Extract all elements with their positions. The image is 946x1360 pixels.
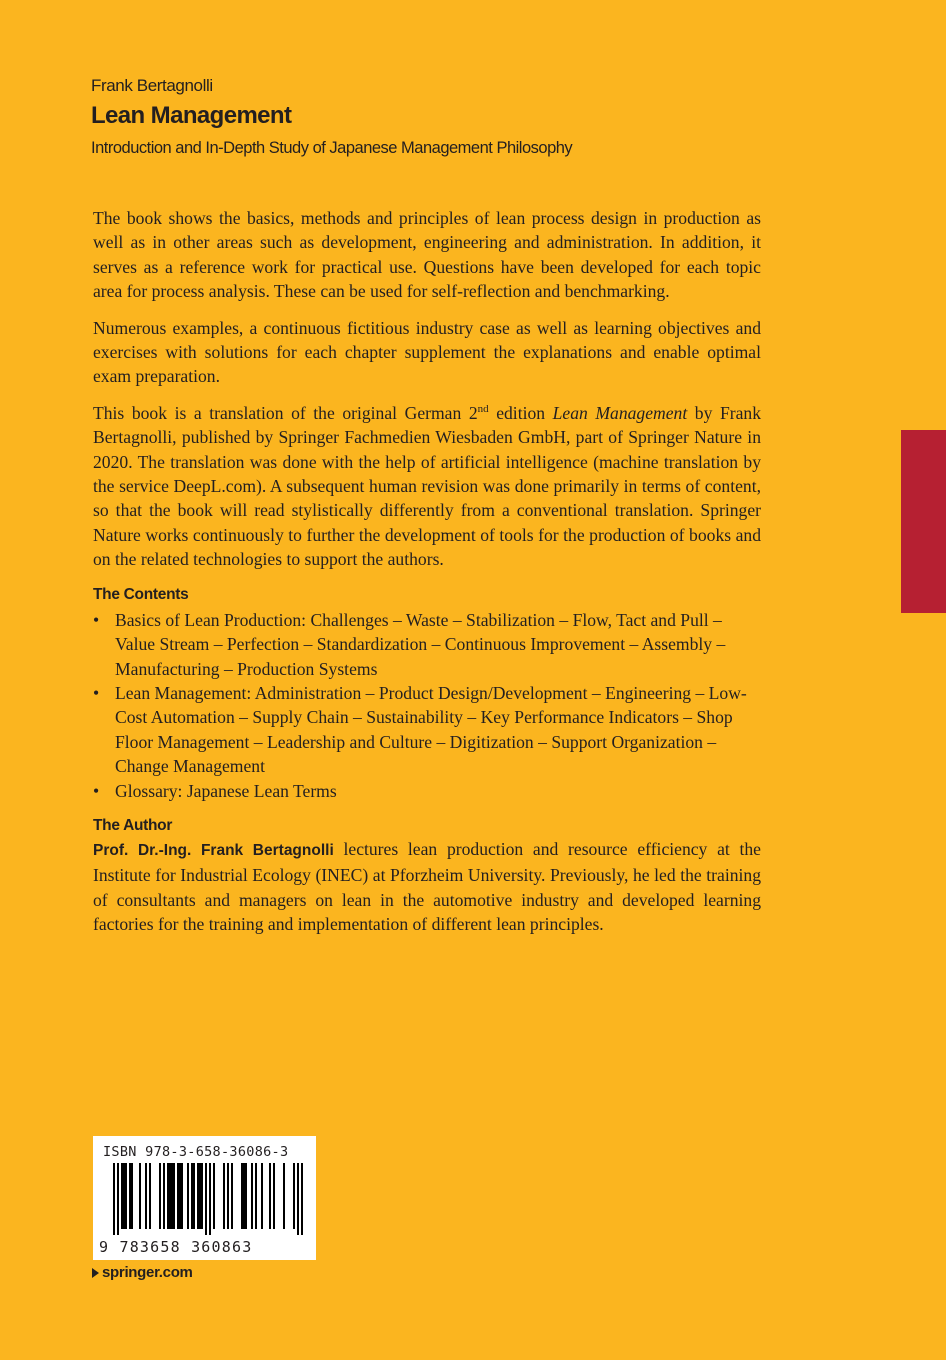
barcode-bar — [201, 1163, 203, 1229]
bullet: • — [93, 780, 100, 801]
barcode-bar — [181, 1163, 183, 1229]
barcode-digits: 9 783658 360863 — [99, 1238, 253, 1256]
isbn-label: ISBN 978-3-658-36086-3 — [103, 1144, 289, 1160]
barcode-bar — [261, 1163, 263, 1229]
contents-item — [93, 608, 761, 681]
barcode-bar — [179, 1163, 181, 1229]
barcode-bar — [121, 1163, 123, 1229]
barcode-bar — [199, 1163, 201, 1229]
contents-list — [93, 608, 761, 803]
author-bio — [93, 837, 761, 937]
book-title: Lean Management — [91, 102, 292, 129]
blurb-paragraph-2: Numerous examples, a continuous fictitious industry case as well as learning objectives and exercises with solutions for each chapter supplement the explanations and enable optimal exam preparation. — [93, 317, 761, 387]
barcode-bar — [129, 1163, 131, 1229]
barcode-bar — [297, 1163, 299, 1235]
barcode-bar — [243, 1163, 245, 1229]
barcode-bar — [145, 1163, 147, 1229]
barcode-bar — [131, 1163, 133, 1229]
spine-color-tab — [901, 430, 946, 613]
barcode-bar — [171, 1163, 173, 1229]
barcode-bar — [191, 1163, 193, 1229]
barcode-bar — [113, 1163, 115, 1235]
barcode-bar — [193, 1163, 195, 1229]
barcode-bar — [187, 1163, 189, 1229]
barcode-bar — [301, 1163, 303, 1235]
barcode-bar — [231, 1163, 233, 1229]
barcode-bar — [227, 1163, 229, 1229]
author-bio-name: Prof. Dr.-Ing. Frank Bertagnolli — [93, 841, 334, 859]
barcode-bar — [163, 1163, 165, 1229]
translation-note-mid: edition — [488, 402, 553, 423]
barcode-bar — [197, 1163, 199, 1229]
barcode-bar — [273, 1163, 275, 1229]
springer-link[interactable] — [92, 1264, 193, 1281]
barcode-bar — [293, 1163, 295, 1229]
barcode-bar — [209, 1163, 211, 1235]
arrow-right-icon — [92, 1268, 99, 1278]
contents-item-text: Lean Management: Administration – Product Design/Development – Engineering – Low-Cost Automation – Supply Chain – Sustainability – Key Performance Indicators – Shop Floor Management – Leadership and Culture – Digitization – Support Organization – Change Management — [115, 682, 747, 777]
barcode-bar — [159, 1163, 161, 1229]
translation-note-end: by Frank Bertagnolli, published by Springer Fachmedien Wiesbaden GmbH, part of Springer Nature in 2020. The translation was done with the help of artificial intelligence (machine translation by the service DeepL.com). A subsequent human revision was done primarily in terms of content, so that the book will read stylistically differently from a conventional translation. Springer Nature works continuously to further the development of tools for the production of books and on the related technologies to support the authors. — [93, 402, 761, 570]
barcode-bar — [177, 1163, 179, 1229]
book-subtitle: Introduction and In-Depth Study of Japanese Management Philosophy — [91, 139, 573, 157]
barcode-icon — [101, 1163, 308, 1237]
contents-item-text: Glossary: Japanese Lean Terms — [115, 780, 337, 801]
barcode-bar — [205, 1163, 207, 1235]
blurb-body — [93, 206, 761, 949]
barcode-bar — [255, 1163, 257, 1229]
barcode-bar — [223, 1163, 225, 1229]
barcode-bar — [245, 1163, 247, 1229]
barcode-bar — [173, 1163, 175, 1229]
isbn-barcode-box — [93, 1136, 316, 1260]
barcode-bar — [167, 1163, 169, 1229]
bullet: • — [93, 682, 100, 703]
blurb-paragraph-3 — [93, 401, 761, 572]
author-name: Frank Bertagnolli — [91, 76, 213, 95]
contents-item-text: Basics of Lean Production: Challenges – Waste – Stabilization – Flow, Tact and Pull – Value Stream – Perfection – Standardization – Continuous Improvement – Assembly – Manufacturing – Production Systems — [115, 609, 726, 679]
author-bio-text: lectures lean production and resource efficiency at the Institute for Industrial Ecology (INEC) at Pforzheim University. Previously, he led the training of consultants and managers on lean in the automotive industry and developed learning factories for the training and implementation of different lean principles. — [93, 838, 761, 935]
contents-heading: The Contents — [93, 585, 189, 603]
barcode-bar — [169, 1163, 171, 1229]
blurb-paragraph-1: The book shows the basics, methods and principles of lean process design in production as well as in other areas such as development, engineering and administration. In addition, it serves as a reference work for practical use. Questions have been developed for each topic area for process analysis. These can be used for self-reflection and benchmarking. — [93, 208, 761, 302]
springer-link-text: springer.com — [102, 1264, 193, 1281]
barcode-bar — [269, 1163, 271, 1229]
contents-item — [93, 681, 761, 779]
bullet: • — [93, 609, 100, 630]
barcode-bar — [149, 1163, 151, 1229]
original-title-italic: Lean Management — [552, 402, 688, 423]
barcode-bar — [251, 1163, 253, 1229]
translation-note-start: This book is a translation of the original German 2 — [93, 402, 478, 423]
barcode-bar — [117, 1163, 119, 1235]
barcode-bar — [125, 1163, 127, 1229]
barcode-bar — [123, 1163, 125, 1229]
barcode-bar — [139, 1163, 141, 1229]
edition-superscript: nd — [477, 402, 489, 415]
barcode-bar — [213, 1163, 215, 1229]
author-heading: The Author — [93, 816, 173, 834]
barcode-bar — [283, 1163, 285, 1229]
barcode-bar — [241, 1163, 243, 1229]
contents-item — [93, 779, 761, 803]
